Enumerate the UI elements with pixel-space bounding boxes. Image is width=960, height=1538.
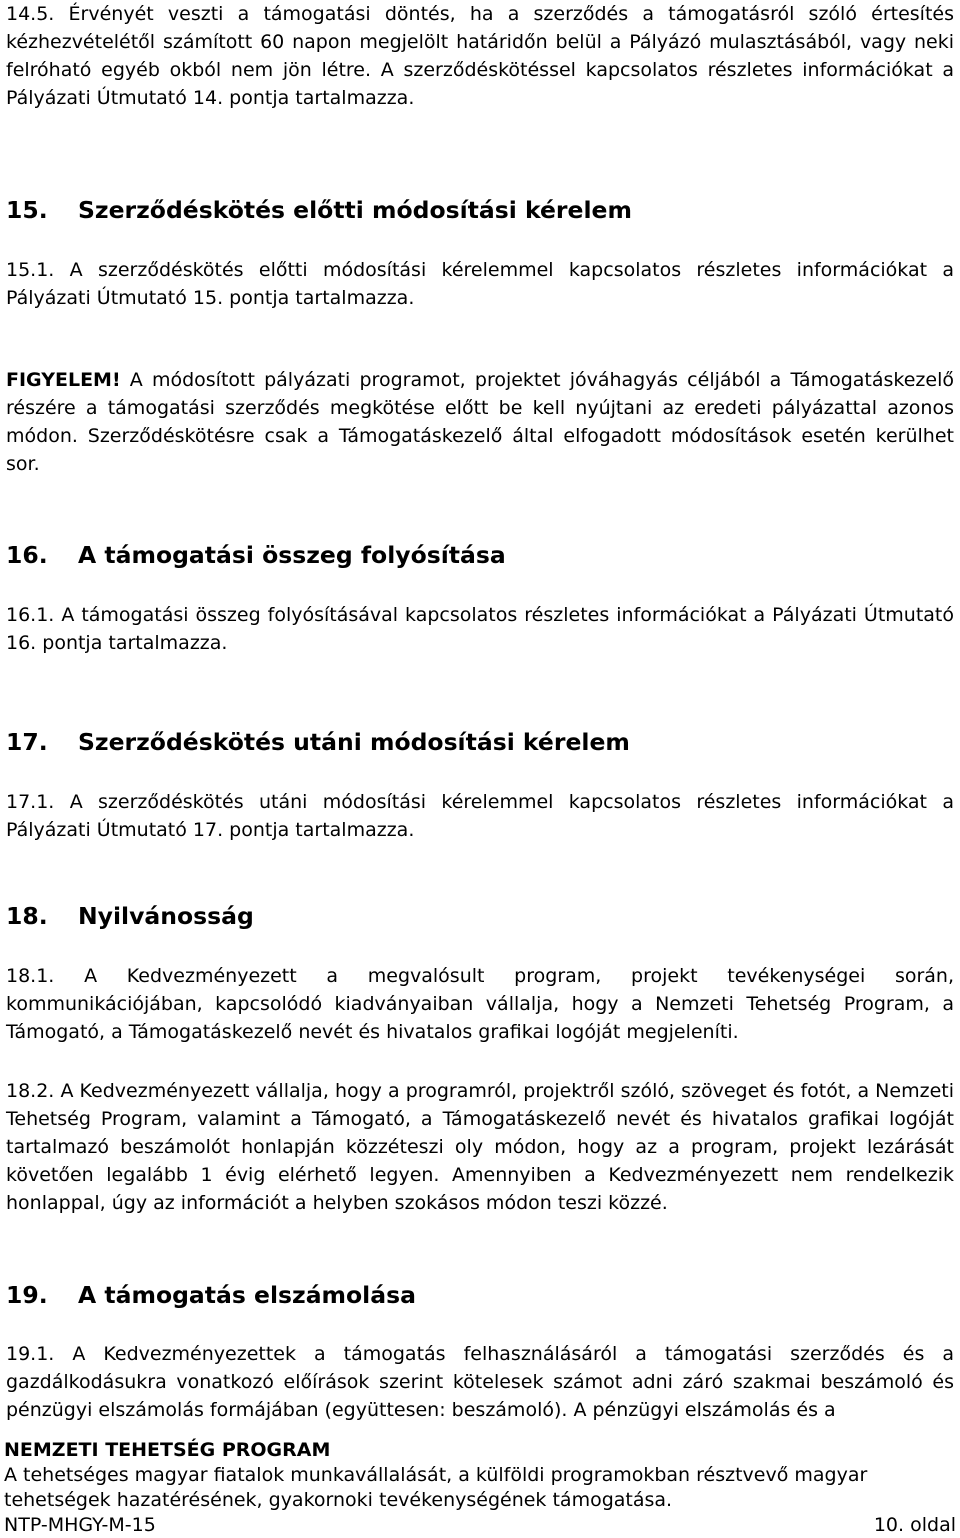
paragraph-text: Érvényét veszti a támogatási döntés, ha a szerződés a támogatásról szóló értesítés kézhezvételétől számított 60 napon megjelölt határidőn belül a Pályázó mulasztásából, vagy neki felróható egyéb okból nem jön létre. <box>6 3 954 81</box>
footer-bottom-row <box>4 1513 956 1538</box>
paragraph-15-1: 15.1. A szerződéskötés előtti módosítási kérelemmel kapcsolatos részletes információkat a Pályázati Útmutató 15. pontja tartalmazza. <box>6 259 954 309</box>
paragraph-18-2: 18.2. A Kedvezményezett vállalja, hogy a programról, projektről szóló, szöveget és fotót, a Nemzeti Tehetség Program, valamint a Támogató, a Támogatáskezelő nevét és hivatalos grafikai logóját tartalmazó beszámolót honlapján közzéteszi oly módon, hogy az a program, projekt lezárását követően legalább 1 évig elérhető legyen. Amennyiben a Kedvezményezett nem rendelkezik honlappal, úgy az információt a helyben szokásos módon teszi közzé. <box>6 1080 954 1214</box>
paragraph-14-5 <box>6 0 954 112</box>
section-heading-17: 17. Szerződéskötés utáni módosítási kérelem <box>6 728 630 756</box>
page-number: 10. oldal <box>873 1514 956 1536</box>
footer-subtitle: A tehetséges magyar fiatalok munkavállalását, a külföldi programokban résztvevő magyar tehetségek hazatérésének, gyakornoki tevékenységének támogatása. <box>4 1464 868 1511</box>
page-footer <box>4 1438 956 1538</box>
paragraph-text-continued: A szerződéskötéssel kapcsolatos részletes információkat a Pályázati Útmutató 14. pontja tartalmazza. <box>6 59 954 109</box>
paragraph-19-1: 19.1. A Kedvezményezettek a támogatás felhasználásáról a támogatási szerződés és a gazdálkodásukra vonatkozó előírások szerint kötelesek számot adni záró szakmai beszámoló és pénzügyi elszámolás formájában (együttesen: beszámoló). A pénzügyi elszámolás és a <box>6 1343 954 1421</box>
paragraph-16-1: 16.1. A támogatási összeg folyósításával kapcsolatos részletes információkat a Pályázati Útmutató 16. pontja tartalmazza. <box>6 604 954 654</box>
section-heading-16: 16. A támogatási összeg folyósítása <box>6 541 506 569</box>
footer-title: NEMZETI TEHETSÉG PROGRAM <box>4 1439 331 1461</box>
paragraph-18-1: 18.1. A Kedvezményezett a megvalósult program, projekt tevékenységei során, kommunikációjában, kapcsolódó kiadványaiban vállalja, hogy a Nemzeti Tehetség Program, a Támogató, a Támogatáskezelő nevét és hivatalos grafikai logóját megjeleníti. <box>6 965 955 1043</box>
notice-paragraph <box>6 366 954 478</box>
section-heading-18: 18. Nyilvánosság <box>6 902 254 930</box>
section-heading-19: 19. A támogatás elszámolása <box>6 1281 416 1309</box>
notice-label: FIGYELEM! <box>6 369 121 391</box>
paragraph-number: 14.5. <box>6 3 55 25</box>
footer-code: NTP-MHGY-M-15 <box>4 1514 156 1536</box>
notice-text: A módosított pályázati programot, projektet jóváhagyás céljából a Támogatáskezelő részére a támogatási szerződés megkötése előtt be kell nyújtani az eredeti pályázattal azonos módon. Szerződéskötésre csak a Támogatáskezelő által elfogadott módosítások esetén kerülhet sor. <box>6 369 954 475</box>
section-heading-15: 15. Szerződéskötés előtti módosítási kérelem <box>6 196 632 224</box>
paragraph-17-1: 17.1. A szerződéskötés utáni módosítási kérelemmel kapcsolatos részletes információkat a Pályázati Útmutató 17. pontja tartalmazza. <box>6 791 954 841</box>
